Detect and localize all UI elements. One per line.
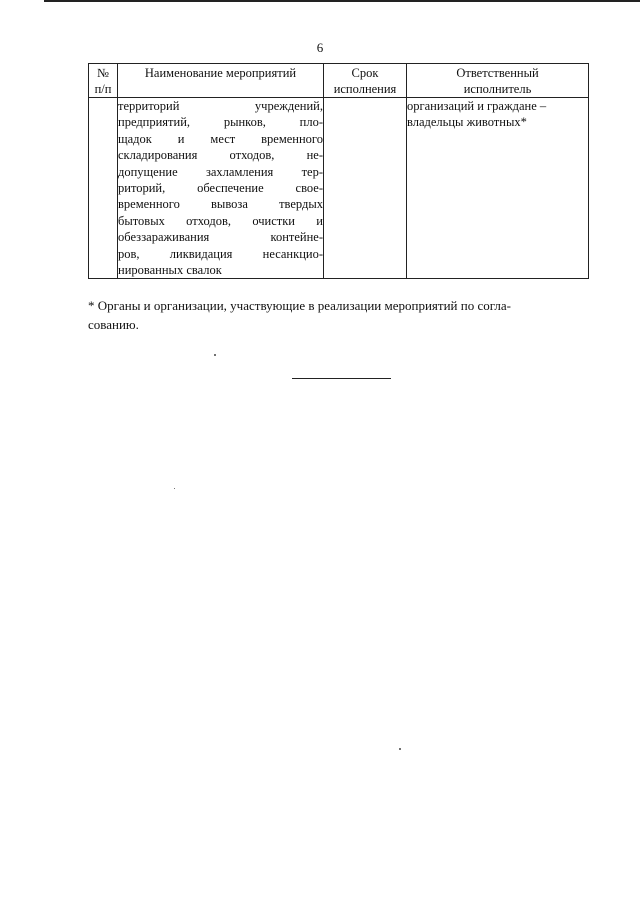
- header-responsible-line-2: исполнитель: [463, 82, 532, 96]
- footnote-line-2: сованию.: [88, 317, 139, 332]
- header-term-line-2: исполнения: [333, 82, 397, 96]
- header-responsible-line-1: Ответственный: [456, 66, 539, 80]
- name-line: нированных свалок: [118, 263, 222, 278]
- name-line: риторий, обеспечение свое-: [118, 181, 323, 196]
- scan-speck: [214, 354, 216, 356]
- header-term: [324, 64, 407, 98]
- footnote-line-1: * Органы и организации, участвующие в реализации мероприятий по согла-: [88, 298, 511, 313]
- row-responsible-cell: [407, 98, 589, 279]
- header-number-line-1: №: [97, 66, 109, 80]
- end-of-document-line: [292, 378, 391, 379]
- header-responsible: [407, 64, 589, 98]
- name-line: щадок и мест временного: [118, 131, 323, 146]
- header-name: [118, 64, 324, 98]
- measures-table: [88, 63, 589, 279]
- name-line: временного вывоза твердых: [118, 197, 323, 212]
- name-line: предприятий, рынков, пло-: [118, 115, 323, 130]
- scan-speck: [399, 748, 401, 750]
- page-number: 6: [316, 40, 324, 55]
- name-line: территорий учреждений,: [118, 99, 323, 113]
- footnote: [88, 296, 588, 334]
- name-line: обеззараживания контейне-: [118, 230, 323, 245]
- table-header-row: [89, 64, 589, 98]
- responsible-line: владельцы животных*: [407, 115, 527, 130]
- row-name-cell: [118, 98, 324, 279]
- header-name-line-1: Наименование мероприятий: [144, 66, 297, 80]
- name-line: допущение захламления тер-: [118, 164, 323, 179]
- header-number: [89, 64, 118, 98]
- name-line: ров, ликвидация несанкцио-: [118, 246, 323, 261]
- header-number-line-2: п/п: [94, 82, 112, 96]
- table-row: [89, 98, 589, 279]
- responsible-line: организаций и граждане –: [407, 99, 547, 113]
- row-number-cell: [89, 98, 118, 279]
- header-term-line-1: Срок: [351, 66, 379, 80]
- name-line: складирования отходов, не-: [118, 148, 323, 163]
- row-term-cell: [324, 98, 407, 279]
- name-line: бытовых отходов, очистки и: [118, 213, 323, 228]
- scan-speck: [174, 488, 175, 489]
- top-border-line: [44, 0, 640, 2]
